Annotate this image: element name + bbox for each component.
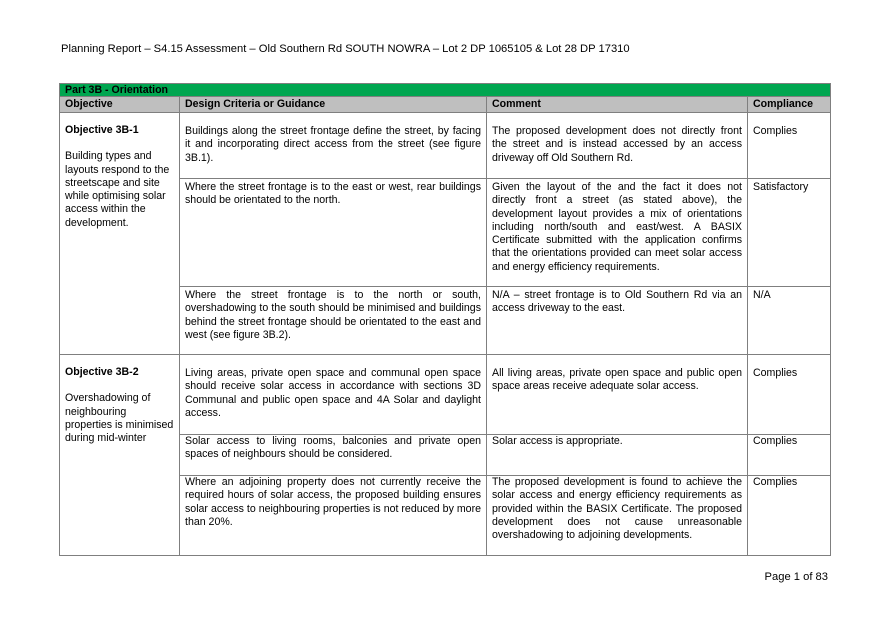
compliance-cell: Complies [748,355,831,435]
compliance-cell: Complies [748,435,831,476]
column-header-comment: Comment [487,97,748,113]
compliance-cell: N/A [748,287,831,355]
criteria-cell: Where the street frontage is to the east or west, rear buildings should be orientated to the north. [180,179,487,287]
part-title-row [60,84,831,97]
table-row [60,355,831,435]
comment-cell: All living areas, private open space and public open space areas receive adequate solar access. [487,355,748,435]
comment-cell: Solar access is appropriate. [487,435,748,476]
page-number: Page 1 of 83 [764,571,828,583]
objective-description: Building types and layouts respond to the streetscape and site while optimising solar access within the development. [65,150,170,229]
page-header: Planning Report – S4.15 Assessment – Old Southern Rd SOUTH NOWRA – Lot 2 DP 1065105 & Lot 28 DP 17310 [61,43,630,55]
column-header-criteria: Design Criteria or Guidance [180,97,487,113]
criteria-cell: Solar access to living rooms, balconies and private open spaces of neighbours should be considered. [180,435,487,476]
orientation-table [59,83,831,556]
criteria-cell: Where the street frontage is to the north or south, overshadowing to the south should be minimised and buildings behind the street frontage should be orientated to the east and west (see figure 3B.2). [180,287,487,355]
comment-cell: The proposed development is found to achieve the solar access and energy efficiency requirements as provided within the BASIX Certificate. The proposed development does not cause unreasonable overshadowing to adjoining developments. [487,476,748,556]
objective-title: Objective 3B-2 [65,366,139,378]
comment-cell: The proposed development does not directly front the street and is instead accessed by an access driveway off Old Southern Rd. [487,113,748,179]
objective-description: Overshadowing of neighbouring properties is minimised during mid-winter [65,392,174,445]
criteria-cell: Buildings along the street frontage define the street, by facing it and incorporating direct access from the street (see figure 3B.1). [180,113,487,179]
objective-cell [60,355,180,556]
objective-cell [60,113,180,355]
criteria-cell: Where an adjoining property does not currently receive the required hours of solar access, the proposed building ensures solar access to neighbouring properties is not reduced by more than 20%. [180,476,487,556]
column-header-compliance: Compliance [748,97,831,113]
compliance-cell: Satisfactory [748,179,831,287]
compliance-cell: Complies [748,113,831,179]
part-title: Part 3B - Orientation [60,84,831,97]
comment-cell: N/A – street frontage is to Old Southern Rd via an access driveway to the east. [487,287,748,355]
compliance-cell: Complies [748,476,831,556]
table-row [60,113,831,179]
column-header-row [60,97,831,113]
criteria-cell: Living areas, private open space and communal open space should receive solar access in accordance with sections 3D Communal and public open space and 4A Solar and daylight access. [180,355,487,435]
objective-title: Objective 3B-1 [65,124,139,136]
comment-cell: Given the layout of the and the fact it does not directly front a street (as stated above), the development layout provides a mix of orientations including north/south and east/west. A BASIX Certificate submitted with the application confirms that the orientations provided can meet solar access and energy efficiency requirements. [487,179,748,287]
column-header-objective: Objective [60,97,180,113]
